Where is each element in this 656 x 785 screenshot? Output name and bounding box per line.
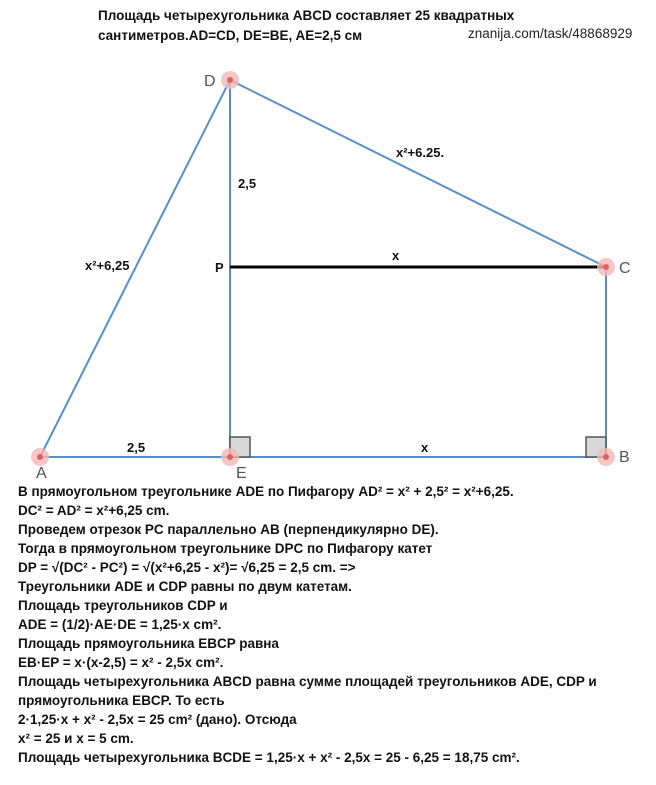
point-E [221,448,239,466]
vertex-label-A: A [36,465,47,480]
label-AE: 2,5 [127,440,146,455]
vertex-label-E: E [236,465,247,480]
solution-line: Тогда в прямоугольном треугольнике DPC по Пифагору катет [18,541,433,556]
source-url: znanija.com/task/48868929 [468,26,633,41]
vertex-label-D: D [204,73,216,90]
label-DC: x²+6.25. [396,145,445,160]
solution-line: DP = √(DC² - PC²) = √(x²+6,25 - x²)= √6,25 = 2,5 cm. => [18,560,356,575]
solution-line: ADE = (1/2)·AE·DE = 1,25·x cm². [18,617,222,632]
point-D [221,71,239,89]
label-DP: 2,5 [238,176,257,191]
solution-line: Площадь треугольников CDP и [18,598,228,613]
point-C [597,258,615,276]
solution-line: Треугольники ADE и CDP равны по двум катетам. [18,579,352,594]
solution-line: DC² = AD² = x²+6,25 cm. [18,503,170,518]
vertex-label-B: B [619,449,630,466]
label-PC: x [392,248,400,263]
solution-line: x² = 25 и x = 5 cm. [18,731,134,746]
point-A [31,448,49,466]
solution-text [18,482,648,767]
solution-line: Площадь четырехугольника ABCD равна сумме площадей треугольников ADE, CDP и [18,674,597,689]
point-B [597,448,615,466]
vertex-label-P: P [215,260,224,275]
edge-AD [40,80,230,457]
solution-line: прямоугольника EBCP. То есть [18,693,225,708]
edge-DC [230,80,606,267]
problem-text: Площадь четырехугольника ABCD составляет 25 квадратных сантиметров.AD=CD, DE=BE, AE=2,5 см [98,8,515,43]
solution-line: 2·1,25·x + x² - 2,5x = 25 cm² (дано). Отсюда [18,712,297,727]
solution-line: Проведем отрезок PC параллельно AB (перпендикулярно DE). [18,522,439,537]
solution-line: Площадь четырехугольника BCDE = 1,25·x + x² - 2,5x = 25 - 6,25 = 18,75 cm². [18,750,520,765]
label-AD: x²+6,25 [85,258,130,273]
solution-line: EB·EP = x·(x-2,5) = x² - 2,5x cm². [18,655,224,670]
solution-line: В прямоугольном треугольнике ADE по Пифагору AD² = x² + 2,5² = x²+6,25. [18,484,514,499]
solution-line: Площадь прямоугольника EBCP равна [18,636,279,651]
label-EB: x [421,440,429,455]
vertex-label-C: C [619,260,631,277]
